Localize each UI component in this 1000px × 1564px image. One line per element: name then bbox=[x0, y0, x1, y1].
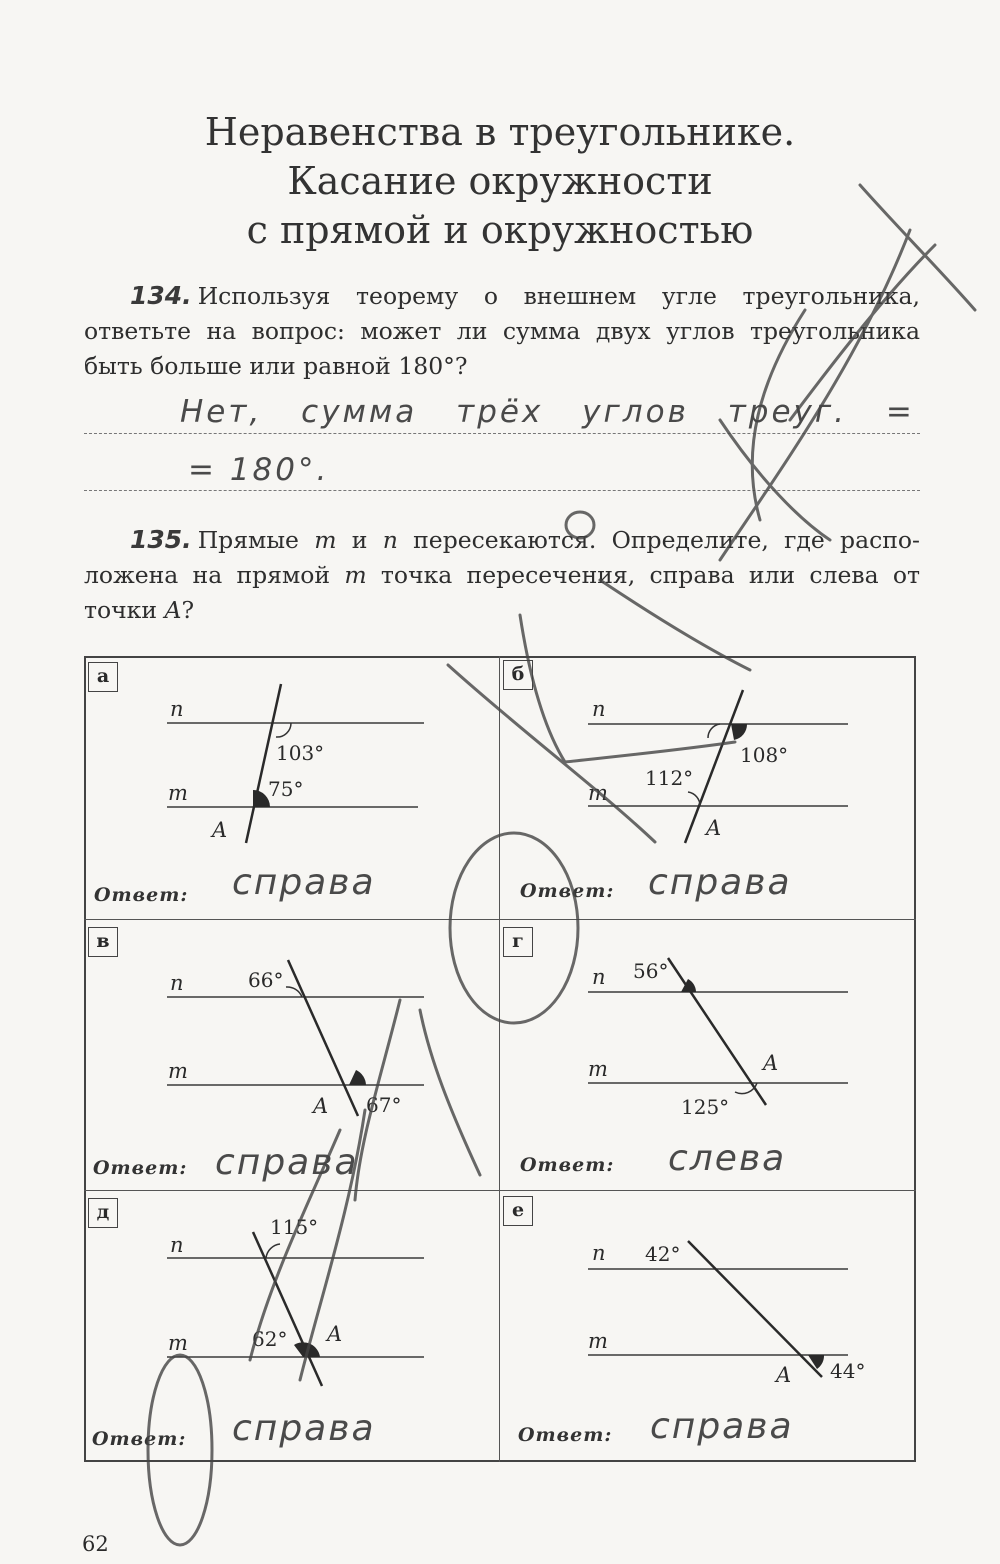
problem-135-number: 135. bbox=[130, 525, 192, 554]
label-A-a: A bbox=[212, 818, 228, 842]
angle-label-e-1: 42° bbox=[645, 1242, 681, 1266]
label-m-d: m bbox=[168, 1331, 188, 1355]
problem-134-line-2: ответьте на вопрос: может ли сумма двух углов треугольника bbox=[84, 317, 920, 345]
label-m-e: m bbox=[588, 1329, 608, 1353]
angle-label-a-2: 75° bbox=[268, 777, 304, 801]
problem-135: 135. Прямые m и n пересекаются. Определите, где распо- ложена на прямой m точка пересечения, справа или слева от точки A? bbox=[84, 525, 921, 624]
handwritten-answer-e: справа bbox=[650, 1406, 794, 1447]
angle-label-b-1: 108° bbox=[740, 743, 789, 767]
angle-label-e-2: 44° bbox=[830, 1359, 866, 1383]
angle-label-v-2: 67° bbox=[366, 1093, 402, 1117]
angle-label-g-2: 125° bbox=[681, 1095, 730, 1119]
angle-marks bbox=[253, 724, 824, 1369]
problem-134-answer-line-2: = 180°. bbox=[188, 452, 330, 488]
problem-134-line-1: Используя теорему о внешнем угле треугольника, bbox=[197, 282, 920, 310]
handwritten-answer-a: справа bbox=[232, 862, 376, 903]
cell-letter-g: г bbox=[503, 927, 533, 957]
angle-label-v-1: 66° bbox=[248, 968, 284, 992]
cell-letter-e: е bbox=[503, 1196, 533, 1226]
label-A-e: A bbox=[776, 1363, 792, 1387]
angle-label-b-2: 112° bbox=[645, 766, 694, 790]
title-line-1: Неравенства в треугольнике. bbox=[204, 110, 796, 154]
problem-134-line-3: быть больше или равной 180°? bbox=[84, 352, 468, 380]
label-n-d: n bbox=[170, 1233, 184, 1257]
cell-letter-v: в bbox=[88, 927, 118, 957]
problem-134-number: 134. bbox=[130, 281, 192, 310]
label-A-v: A bbox=[313, 1094, 329, 1118]
answer-label-v: Ответ: bbox=[93, 1157, 188, 1179]
handwritten-answer-b: справа bbox=[648, 862, 792, 903]
angle-label-g-1: 56° bbox=[633, 959, 669, 983]
cell-letter-d: д bbox=[88, 1198, 118, 1228]
cell-letter-b: б bbox=[503, 660, 533, 690]
label-n-e: n bbox=[592, 1241, 606, 1265]
label-m-g: m bbox=[588, 1057, 608, 1081]
answer-label-a: Ответ: bbox=[94, 884, 189, 906]
title-line-3: с прямой и окружностью bbox=[246, 208, 754, 252]
label-n-v: n bbox=[170, 971, 184, 995]
secant-lines bbox=[246, 684, 822, 1386]
title-line-2: Касание окружности bbox=[287, 159, 713, 203]
answer-label-e: Ответ: bbox=[518, 1424, 613, 1446]
handwritten-answer-d: справа bbox=[232, 1408, 376, 1449]
angle-label-d-2: 62° bbox=[252, 1327, 288, 1351]
answer-label-b: Ответ: bbox=[520, 880, 615, 902]
label-n-g: n bbox=[592, 965, 606, 989]
angle-label-a-1: 103° bbox=[276, 741, 325, 765]
label-n-a: n bbox=[170, 697, 184, 721]
answer-label-d: Ответ: bbox=[92, 1428, 187, 1450]
answer-label-g: Ответ: bbox=[520, 1154, 615, 1176]
label-n-b: n bbox=[592, 697, 606, 721]
label-m-v: m bbox=[168, 1059, 188, 1083]
label-m-a: m bbox=[168, 781, 188, 805]
angle-label-d-1: 115° bbox=[270, 1215, 319, 1239]
page-number: 62 bbox=[82, 1532, 109, 1556]
label-A-b: A bbox=[706, 816, 722, 840]
problem-134-answer-line-1: Нет, сумма трёх углов треуг. = bbox=[180, 394, 915, 430]
label-A-g: A bbox=[763, 1051, 779, 1075]
handwritten-answer-v: справа bbox=[215, 1142, 359, 1183]
cell-letter-a: а bbox=[88, 662, 118, 692]
label-m-b: m bbox=[588, 781, 608, 805]
label-A-d: A bbox=[327, 1322, 343, 1346]
handwritten-answer-g: слева bbox=[668, 1138, 787, 1179]
parallel-lines bbox=[167, 723, 848, 1357]
